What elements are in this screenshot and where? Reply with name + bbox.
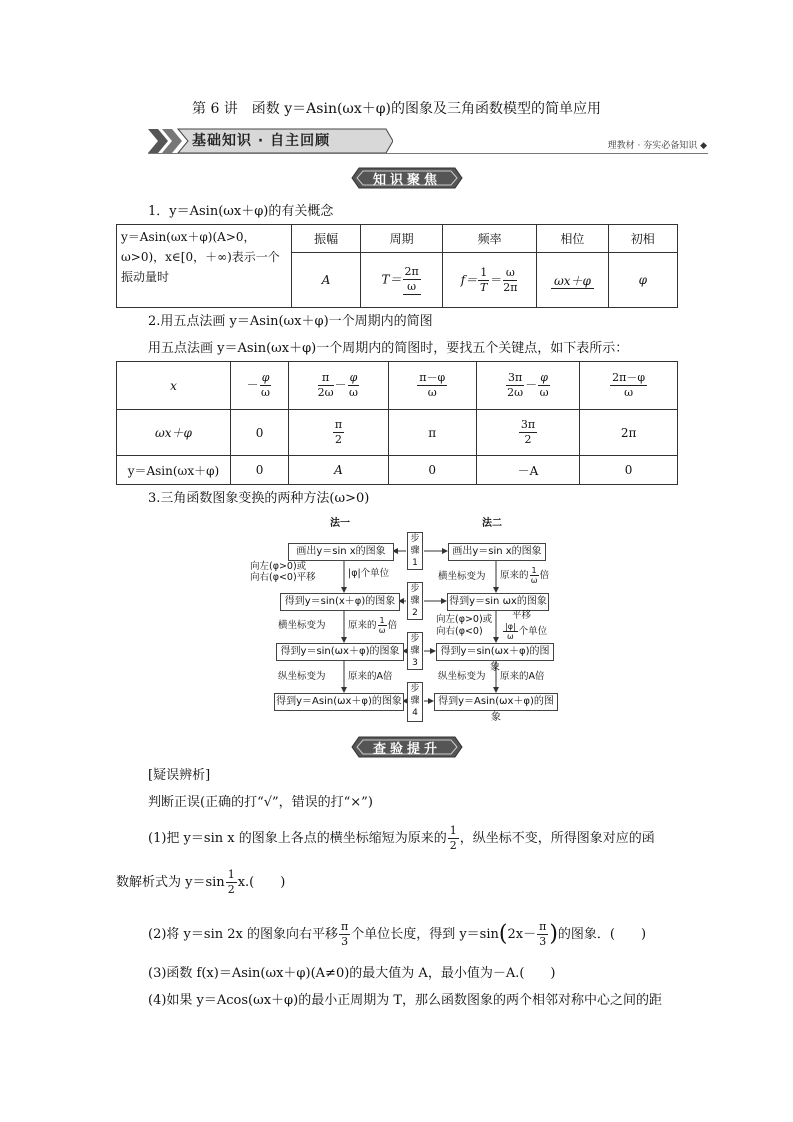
x-cell-4: $\frac{3\pi}{2\omega}$ － $\frac{\varphi}{\omega}$ bbox=[476, 362, 580, 410]
x-cell-2: $\frac{\pi}{2\omega}$ － $\frac{\varphi}{\omega}$ bbox=[289, 362, 389, 410]
right-label-3b: 原来的A倍 bbox=[500, 671, 545, 682]
question-3: (3)函数 f(x)＝Asin(ωx＋φ)(A≠0)的最大值为 A，最小值为－A.( ) bbox=[148, 966, 556, 981]
x-cell-3: $\frac{\pi-\varphi}{\omega}$ bbox=[388, 362, 476, 410]
header-amplitude: 振幅 bbox=[291, 225, 360, 253]
y-cell-1: 0 bbox=[230, 456, 288, 485]
sub-banner-knowledge: 知识聚焦 bbox=[351, 167, 463, 189]
question-1-line1: (1)把 y＝sin x 的图象上各点的横坐标缩短为原来的 $\frac{1}{2}$ ，纵坐标不变，所得图象对应的函 bbox=[148, 824, 655, 852]
left-label-1b: 向右(φ<0)平移 bbox=[250, 572, 316, 583]
phase-cell-5: 2π bbox=[580, 410, 678, 456]
row-label-y: y＝Asin(ωx＋φ) bbox=[117, 456, 231, 485]
left-box-2: 得到y＝sin(x＋φ)的图象 bbox=[280, 593, 400, 611]
step-4: 步骤4 bbox=[407, 682, 423, 722]
method2-label: 法二 bbox=[482, 518, 502, 529]
value-amplitude: A bbox=[291, 253, 360, 308]
y-cell-4: －A bbox=[476, 456, 580, 485]
step-3: 步骤3 bbox=[407, 632, 423, 670]
section3-heading: 3.三角函数图象变换的两种方法(ω>0) bbox=[148, 491, 370, 506]
y-cell-5: 0 bbox=[580, 456, 678, 485]
left-label-2a: 横坐标变为 bbox=[278, 620, 326, 631]
transform-flowchart bbox=[250, 510, 570, 728]
exercise-tag: [疑误辨析] bbox=[148, 768, 211, 783]
right-box-3: 得到y＝sin(ωx＋φ)的图象 bbox=[436, 643, 554, 661]
left-label-3a: 纵坐标变为 bbox=[278, 671, 326, 682]
method1-label: 法一 bbox=[330, 518, 350, 529]
row-label-x: x bbox=[117, 362, 231, 410]
left-box-3: 得到y＝sin(ωx＋φ)的图象 bbox=[276, 643, 404, 661]
exercise-instruction: 判断正误(正确的打“√”，错误的打“×”) bbox=[148, 795, 373, 810]
x-cell-1: － $\frac{\varphi}{\omega}$ bbox=[230, 362, 288, 410]
right-box-4: 得到y＝Asin(ωx＋φ)的图象 bbox=[434, 693, 558, 711]
header-initial-phase: 初相 bbox=[608, 225, 677, 253]
header-frequency: 频率 bbox=[443, 225, 537, 253]
x-cell-5: $\frac{2\pi-\varphi}{\omega}$ bbox=[580, 362, 678, 410]
right-label-2c: 平移 bbox=[512, 610, 532, 621]
value-phase: ωx＋φ bbox=[537, 253, 608, 308]
sub-banner-check: 查验提升 bbox=[351, 736, 463, 758]
left-label-1a: 向左(φ>0)或 bbox=[250, 561, 307, 572]
banner-tagline: 理教材 · 夯实必备知识 ◆ bbox=[607, 141, 707, 151]
right-label-3a: 纵坐标变为 bbox=[438, 671, 486, 682]
left-label-3b: 原来的A倍 bbox=[348, 671, 393, 682]
right-label-1b: 原来的 $\frac{1}{\omega}$ 倍 bbox=[500, 566, 550, 585]
section2-intro: 用五点法画 y＝Asin(ωx＋φ)一个周期内的简图时，要找五个关键点，如下表所示： bbox=[148, 341, 629, 356]
right-label-2b: 向右(φ<0) bbox=[436, 626, 483, 637]
left-label-2b: 原来的 $\frac{1}{\omega}$ 倍 bbox=[348, 616, 398, 635]
y-cell-2: A bbox=[289, 456, 389, 485]
section1-heading: 1．y＝Asin(ωx＋φ)的有关概念 bbox=[148, 204, 334, 219]
banner-text: 基础知识 · 自主回顾 bbox=[192, 133, 331, 149]
phase-cell-4: $\frac{3\pi}{2}$ bbox=[476, 410, 580, 456]
concept-lead-cell: y＝Asin(ωx＋φ)(A>0，ω>0)，x∈[0，＋∞)表示一个振动量时 bbox=[117, 225, 292, 308]
step-2: 步骤2 bbox=[407, 582, 423, 620]
y-cell-3: 0 bbox=[388, 456, 476, 485]
question-1-line2: 数解析式为 y＝sin $\frac{1}{2}$ x.( ) bbox=[116, 868, 286, 896]
page-title: 第 6 讲 函数 y＝Asin(ωx＋φ)的图象及三角函数模型的简单应用 bbox=[192, 101, 601, 117]
concept-table bbox=[116, 224, 678, 308]
right-label-1a: 横坐标变为 bbox=[438, 571, 486, 582]
row-label-phase: ωx＋φ bbox=[117, 410, 231, 456]
right-box-2: 得到y＝sin ωx的图象 bbox=[447, 593, 549, 611]
value-frequency: f＝ $\frac{1}{T}$ ＝ $\frac{\omega}{2\pi}$ bbox=[443, 253, 537, 308]
section-banner bbox=[148, 127, 393, 155]
header-phase: 相位 bbox=[537, 225, 608, 253]
phase-cell-3: π bbox=[388, 410, 476, 456]
step-1: 步骤1 bbox=[407, 532, 423, 570]
left-label-1c: |φ|个单位 bbox=[348, 568, 390, 579]
phase-cell-2: $\frac{\pi}{2}$ bbox=[289, 410, 389, 456]
five-point-table bbox=[116, 361, 678, 485]
right-label-2a: 向左(φ>0)或 bbox=[436, 614, 493, 625]
banner-rule bbox=[148, 153, 708, 154]
section2-heading: 2.用五点法画 y＝Asin(ωx＋φ)一个周期内的简图 bbox=[148, 314, 433, 329]
right-box-1: 画出y＝sin x的图象 bbox=[448, 543, 546, 561]
header-period: 周期 bbox=[361, 225, 443, 253]
left-box-4: 得到y＝Asin(ωx＋φ)的图象 bbox=[274, 693, 404, 711]
left-box-1: 画出y＝sin x的图象 bbox=[288, 543, 394, 561]
phase-cell-1: 0 bbox=[230, 410, 288, 456]
value-initial-phase: φ bbox=[608, 253, 677, 308]
right-label-2d: $\frac{|\varphi|}{\omega}$ 个单位 bbox=[505, 622, 548, 641]
question-2: (2)将 y＝sin 2x 的图象向右平移 $\frac{\pi}{3}$ 个单位长度，得到 y＝sin(2x－ $\frac{\pi}{3}$ )的图象．( ) bbox=[148, 920, 647, 948]
question-4: (4)如果 y＝Acos(ωx＋φ)的最小正周期为 T，那么函数图象的两个相邻对称中心之间的距 bbox=[148, 993, 663, 1008]
value-period: T＝ $\frac{2\pi}{\omega}$ bbox=[361, 253, 443, 308]
